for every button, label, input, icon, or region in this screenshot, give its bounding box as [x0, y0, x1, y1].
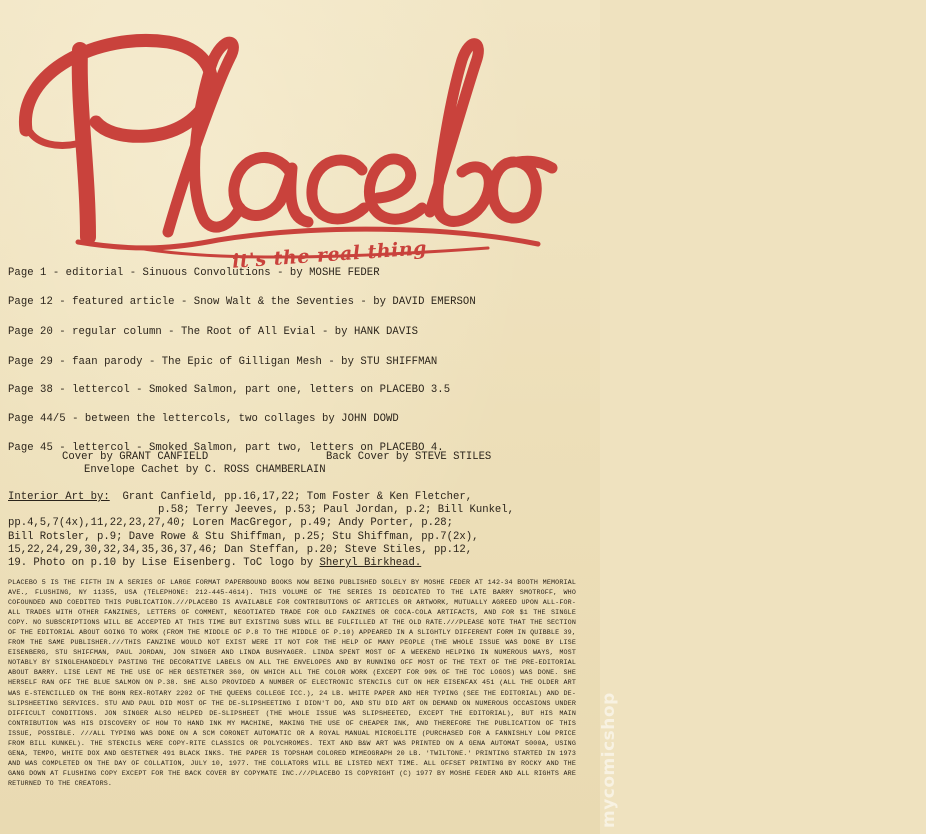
- watermark-text: mycomicshop: [599, 692, 619, 828]
- toc-entry: Page 45 - lettercol - Smoked Salmon, part two, letters on PLACEBO 4.: [8, 442, 444, 454]
- interior-art-text: 19. Photo on p.10 by Lise Eisenberg. ToC logo by: [8, 557, 320, 570]
- toc-entry: Page 44/5 - between the lettercols, two collages by JOHN DOWD: [8, 413, 399, 425]
- toc-entry: Page 20 - regular column - The Root of All Evial - by HANK DAVIS: [8, 326, 419, 338]
- toc-entry: Page 1 - editorial - Sinuous Convolutions - by MOSHE FEDER: [8, 267, 380, 279]
- interior-line-1: [8, 491, 594, 504]
- interior-line-3: pp.4,5,7(4x),11,22,23,27,40; Loren MacGregor, p.49; Andy Porter, p.28;: [8, 517, 454, 530]
- toc-entry: Page 29 - faan parody - The Epic of Gilligan Mesh - by STU SHIFFMAN: [8, 356, 438, 368]
- interior-art-credits: [8, 491, 594, 570]
- logo-tagline: it's the real thing: [231, 237, 428, 273]
- back-cover-credit: Back Cover by STEVE STILES: [326, 451, 492, 463]
- placebo-logo: [18, 12, 558, 272]
- toc-entry: Page 12 - featured article - Snow Walt & the Seventies - by DAVID EMERSON: [8, 296, 476, 308]
- interior-line-2: p.58; Terry Jeeves, p.53; Paul Jordan, p.2; Bill Kunkel,: [158, 504, 515, 517]
- interior-line-6: [8, 557, 594, 570]
- envelope-credit: Envelope Cachet by C. ROSS CHAMBERLAIN: [84, 464, 326, 476]
- interior-line-4: Bill Rotsler, p.9; Dave Rowe & Stu Shiffman, p.25; Stu Shiffman, pp.7(2x),: [8, 530, 479, 543]
- interior-art-label: Interior Art by:: [8, 491, 110, 503]
- watermark: [582, 560, 619, 830]
- toc-entry: Page 38 - lettercol - Smoked Salmon, part one, letters on PLACEBO 3.5: [8, 384, 451, 396]
- interior-art-text: Grant Canfield, pp.16,17,22; Tom Foster & Ken Fletcher,: [122, 491, 473, 503]
- colophon-text: PLACEBO 5 IS THE FIFTH IN A SERIES OF LARGE FORMAT PAPERBOUND BOOKS NOW BEING PUBLISHED SOLELY BY MOSHE FEDER AT 142-34 BOOTH MEMORIAL AVE., FLUSHING, NY 11355, USA (TELEPHONE: 212-445-4614). THIS VOLUME OF THE SERIES IS DEDICATED TO THE LATE BARRY SMOTROFF, WHO COFOUNDED AND COEDITED THIS PUBLICATION.///PLACEBO IS AVAILABLE FOR CONTRIBUTIONS OF ARTICLES OR ARTWORK, MUTUALLY AGREED UPON ALL-FOR-ALL TRADES WITH OTHER FANZINES, LETTERS OF COMMENT, NEGOTIATED TRADE FOR OLD FANZINES OR COCA-COLA ARTIFACTS, AND FOR $1 THE SINGLE COPY. NO SUBSCRIPTIONS WILL BE ACCEPTED AT THIS TIME BUT EXISTING SUBS WILL BE FULFILLED AT THE OLD RATE.///PLEASE NOTE THAT THE SECTION OF THE EDITORIAL ABOUT GOING TO WORK (FROM THE MIDDLE OF P.8 TO THE MIDDLE OF P.10) APPEARED IN A SLIGHTLY DIFFERENT FORM IN QUIBBLE 39, FROM THE SAME PUBLISHER.///THIS FANZINE WOULD NOT EXIST WERE IT NOT FOR THE HELP OF MANY PEOPLE (THE WHOLE ISSUE WAS DONE BY LISE EISENBERG, STU SHIFFMAN, PAUL JORDAN, JON SINGER AND LINDA BUSHYAGER. LINDA SPENT MOST OF A WEEKEND HELPING IN NUMEROUS WAYS, MOST NOTABLY BY SINGLEHANDEDLY PASTING THE DECORATIVE LABELS ON ALL THE ENVELOPES AND BY RUNNING OFF MOST OF THE TEXT OF THE PRE-EDITORIAL ABOUT BARRY. LISE LENT ME THE USE OF HER GESTETNER 360, ON WHICH ALL THE COLOR WORK (EXCEPT FOR 90% OF THE TOC LOGOS) WAS DONE. SHE HERSELF RAN OFF THE BLUE SALMON ON P.38. SHE ALSO PROVIDED A NUMBER OF ELECTRONIC STENCILS CUT ON HER EISENFAX 451 (ALL THE OLDER ART WAS E-STENCILLED ON THE BOHN REX-ROTARY 2202 OF THE QUEENS COLLEGE ICC.), 24 LB. WHITE PAPER AND HER TYPING (SEE THE EDITORIAL) AND DE-SLIPSHEETING SERVICES. STU AND PAUL DID MOST OF THE DE-SLIPSHEETING I DIDN'T DO, AND STU DID ART ON DEMAND ON NUMEROUS OCCASIONS UNDER DIFFICULT CONDITIONS. JON SINGER ALSO HELPED DE-SLIPSHEET (THE WHOLE ISSUE WAS SLIPSHEETED, EXCEPT THE EDITORIAL), BUT HIS MAIN CONTRIBUTION WAS HIS DISCOVERY OF HOW TO HAND INK MY MACHINE, MAKING THE USE OF CHEAPER INK, AND THEREFORE THE PUBLICATION OF THIS ISSUE, POSSIBLE. ///ALL TYPING WAS DONE ON A SCM CORONET AUTOMATIC OR A ROYAL MANUAL MICROELITE (PURCHASED FOR A FANNISHLY LOW PRICE FROM BILL KUNKEL). THE STENCILS WERE COPY-RITE CLASSICS OR POLYCHROMES. TEXT AND B&W ART WAS PRINTED ON A GENA AUTOMAT 5000A, USING GENA, TEMPO, WHITE DOX AND GESTETNER 491 BLACK INKS. THE PAPER IS TOPSHAM COLORED MIMEOGRAPH 20 LB. 'TWILTONE.' PRINTING STARTED IN 1973 AND WAS COMPLETED ON THE DAY OF COLLATION, JULY 10, 1977. THE COLLATORS WILL BE LISTED NEXT TIME. ALL OFFSET PRINTING BY ROCKY AND THE GANG DOWN AT FLUSHING COPY EXCEPT FOR THE BACK COVER BY COPYMATE INC.///PLACEBO IS COPYRIGHT (C) 1977 BY MOSHE FEDER AND ALL RIGHTS ARE RETURNED TO THE CREATORS.: [8, 579, 576, 788]
- cover-credit: Cover by GRANT CANFIELD: [62, 451, 209, 463]
- interior-line-5: 15,22,24,29,30,32,34,35,36,37,46; Dan Steffan, p.20; Steve Stiles, pp.12,: [8, 543, 473, 556]
- logo-artist: Sheryl Birkhead.: [319, 557, 422, 570]
